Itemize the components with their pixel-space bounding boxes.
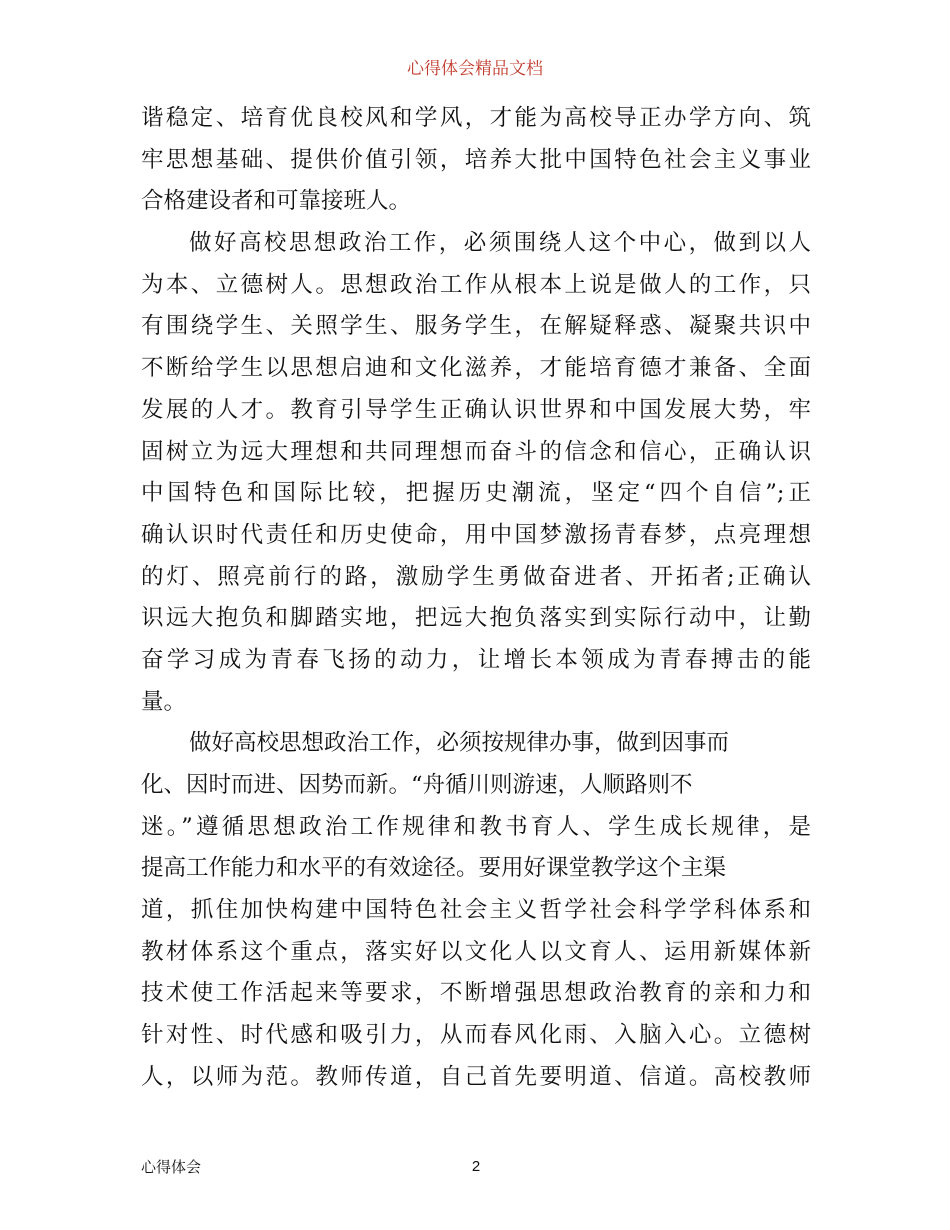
text-line: 技术使工作活起来等要求，不断增强思想政治教育的亲和力和	[141, 980, 811, 1007]
text-line: 谐稳定、培育优良校风和学风，才能为高校导正办学方向、筑	[141, 105, 811, 131]
paragraph-first-line: 做好高校思想政治工作，必须按规律办事，做到因事而	[189, 730, 730, 757]
page-number: 2	[471, 1158, 481, 1175]
text-line: 迷。”遵循思想政治工作规律和教书育人、学生成长规律，是	[141, 813, 811, 840]
document-body	[141, 98, 811, 1099]
text-line: 化、因时而进、因势而新。“舟循川则游速，人顺路则不	[141, 772, 693, 798]
text-line: 教材体系这个重点，落实好以文化人以文育人、运用新媒体新	[141, 938, 811, 965]
text-line: 确认识时代责任和历史使命，用中国梦激扬青春梦，点亮理想	[141, 521, 811, 548]
text-line: 道，抓住加快构建中国特色社会主义哲学社会科学学科体系和	[141, 897, 811, 924]
text-line: 固树立为远大理想和共同理想而奋斗的信念和信心，正确认识	[141, 438, 811, 465]
footer-label: 心得体会	[141, 1158, 202, 1176]
text-line: 合格建设者和可靠接班人。	[141, 188, 412, 215]
text-line: 提高工作能力和水平的有效途径。要用好课堂教学这个主渠	[141, 855, 727, 882]
text-line: 奋学习成为青春飞扬的动力，让增长本领成为青春搏击的能	[141, 646, 811, 673]
text-line: 量。	[141, 688, 187, 715]
page-header-title: 心得体会精品文档	[407, 59, 543, 79]
text-line: 不断给学生以思想启迪和文化滋养，才能培育德才兼备、全面	[141, 355, 811, 382]
paragraph-first-line: 做好高校思想政治工作，必须围绕人这个中心，做到以人	[189, 230, 811, 257]
text-line: 发展的人才。教育引导学生正确认识世界和中国发展大势，牢	[141, 396, 811, 423]
text-line: 人，以师为范。教师传道，自己首先要明道、信道。高校教师	[141, 1063, 811, 1090]
text-line: 中国特色和国际比较，把握历史潮流，坚定“四个自信”;正	[141, 480, 811, 507]
text-line: 针对性、时代感和吸引力，从而春风化雨、入脑入心。立德树	[141, 1022, 811, 1049]
text-line: 的灯、照亮前行的路，激励学生勇做奋进者、开拓者;正确认	[141, 563, 811, 590]
text-line: 为本、立德树人。思想政治工作从根本上说是做人的工作，只	[141, 271, 811, 298]
text-line: 识远大抱负和脚踏实地，把远大抱负落实到实际行动中，让勤	[141, 605, 811, 632]
text-line: 有围绕学生、关照学生、服务学生，在解疑释惑、凝聚共识中	[141, 313, 811, 340]
text-line: 牢思想基础、提供价值引领，培养大批中国特色社会主义事业	[141, 146, 811, 173]
